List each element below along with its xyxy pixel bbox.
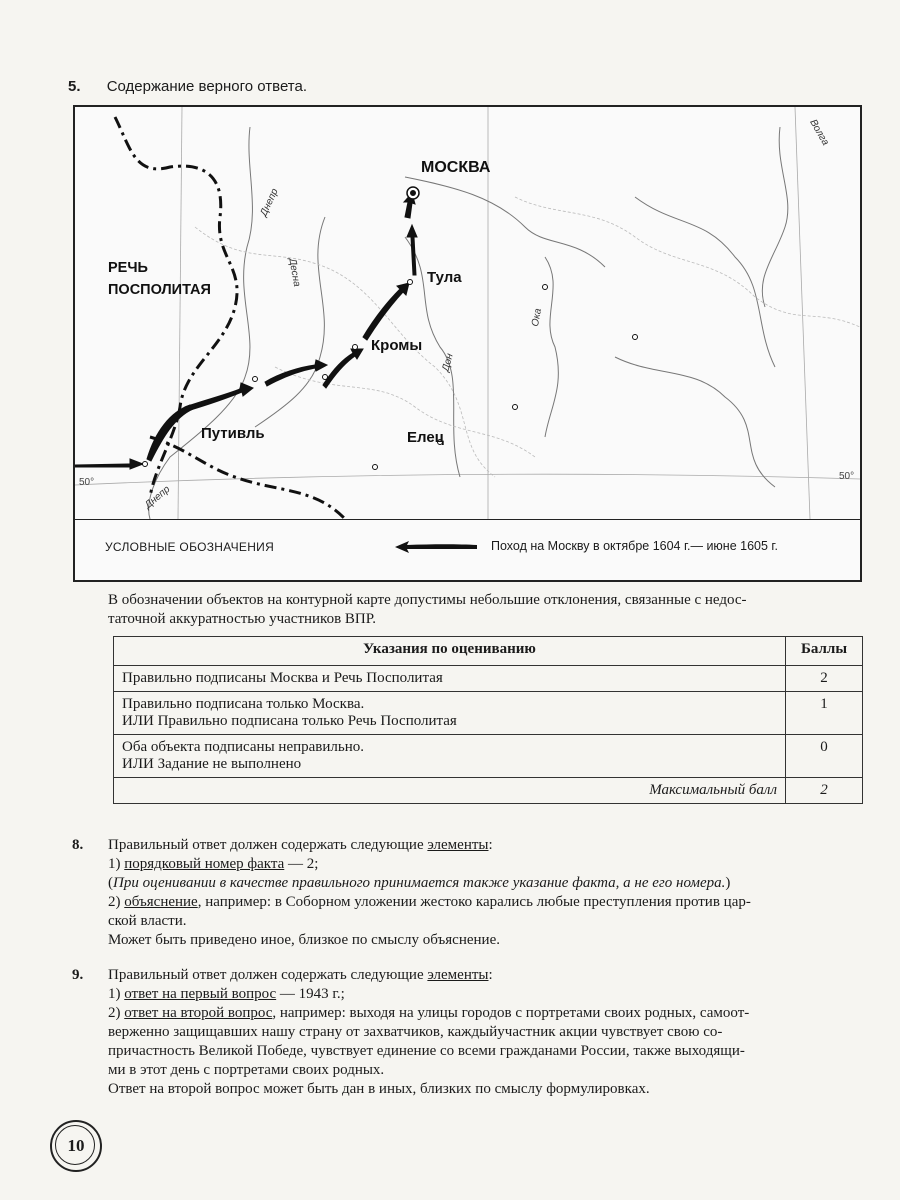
elets-label: Елец [407, 429, 444, 446]
task9-alternative: Ответ на второй вопрос может быть дан в иных, близких по смыслу формулировках. [108, 1081, 650, 1097]
oka-river [545, 257, 558, 437]
criteria-text: Правильно подписана только Москва. [122, 696, 365, 712]
task9-item1-prefix: 1) [108, 986, 125, 1002]
volga-label: Волга [807, 117, 831, 148]
table-row [114, 692, 863, 735]
criteria-cell [114, 692, 786, 735]
task9-intro-colon: : [488, 967, 493, 983]
map-note [108, 591, 863, 629]
legend-title: УСЛОВНЫЕ ОБОЗНАЧЕНИЯ [105, 540, 275, 554]
criteria-text: ИЛИ Правильно подписана только Речь Посполитая [122, 713, 457, 729]
rivers [149, 127, 788, 519]
task9-item2-prefix: 2) [108, 1005, 125, 1021]
table-row [114, 735, 863, 778]
criteria-text: ИЛИ Задание не выполнено [122, 756, 302, 772]
max-score-row [114, 778, 863, 804]
criteria-text: Правильно подписаны Москва и Речь Посполитая [122, 670, 443, 686]
task8-item2-continuation: ской власти. [108, 913, 187, 929]
task8-note-text: При оценивании в качестве правильного принимается также указание факта, а не его номера. [113, 875, 726, 891]
task9-item2 [108, 1004, 867, 1023]
task8-intro-text: Правильный ответ должен содержать следующие [108, 837, 428, 853]
task8-answer [72, 836, 867, 950]
task8-alternative: Может быть приведено иное, близкое по смыслу объяснение. [108, 932, 500, 948]
task5-number: 5. [68, 78, 81, 95]
task8-note-open: ( [108, 875, 113, 891]
task9-item2-line2: верженно защищавших нашу страну от захватчиков, каждыйучастник акции чувствует свою со- [108, 1024, 723, 1040]
latitude-right-label: 50° [839, 471, 855, 482]
latitude-left-label: 50° [79, 477, 95, 488]
task8-item2-keyword: объяснение [124, 894, 198, 910]
points-cell: 0 [786, 735, 863, 778]
desna-river [255, 217, 325, 427]
points-cell: 2 [786, 666, 863, 692]
region-borders [195, 197, 860, 477]
region-label-line1: РЕЧЬ [108, 260, 148, 276]
task9-item2-line4: ми в этот день с портретами своих родных. [108, 1062, 385, 1078]
task8-item1-prefix: 1) [108, 856, 125, 872]
moscow-label: МОСКВА [421, 159, 491, 176]
task8-item1-keyword: порядковый номер факта [124, 856, 285, 872]
task8-note-close: ) [725, 875, 731, 891]
criteria-cell [114, 666, 786, 692]
task9-item2-text: , например: выходя на улицы городов с портретами своих родных, самоот- [272, 1005, 750, 1021]
task9-intro [108, 966, 867, 985]
criteria-cell [114, 735, 786, 778]
oka-label: Ока [530, 307, 545, 328]
points-header: Баллы [786, 637, 863, 666]
points-cell: 1 [786, 692, 863, 735]
dnepr-south-label: Днепр [142, 483, 173, 512]
putivl-label: Путивль [201, 425, 265, 442]
task8-note [108, 874, 867, 893]
don-label: Дон [440, 352, 456, 373]
table-header-row [114, 637, 863, 666]
task8-number: 8. [72, 837, 84, 853]
grading-table [113, 636, 863, 804]
kromy-label: Кромы [371, 337, 423, 354]
task9-item2-line3: причастность Великой Победе, чувствует единение со всеми гражданами России, также выходящи- [108, 1043, 745, 1059]
dnepr-north-label: Днепр [258, 186, 281, 219]
task8-intro [108, 836, 867, 855]
region-label-line2: ПОСПОЛИТАЯ [108, 282, 211, 298]
task8-intro-keyword: элементы [427, 837, 489, 853]
task8-item2-prefix: 2) [108, 894, 125, 910]
task9-item1 [108, 985, 867, 1004]
task9-intro-keyword: элементы [427, 967, 489, 983]
legend-arrow-icon [393, 540, 479, 554]
criteria-text: Оба объекта подписаны неправильно. [122, 739, 364, 755]
tula-label: Тула [427, 269, 462, 286]
contour-map [73, 105, 862, 582]
task8-item1 [108, 855, 867, 874]
max-score-label: Максимальный балл [114, 778, 786, 804]
max-score-value: 2 [786, 778, 863, 804]
task8-item1-value: — 2; [284, 856, 319, 872]
task9-number: 9. [72, 967, 84, 983]
table-row [114, 666, 863, 692]
page-number: 10 [50, 1120, 102, 1172]
criteria-header: Указания по оцениванию [114, 637, 786, 666]
task9-intro-text: Правильный ответ должен содержать следующие [108, 967, 428, 983]
task9-answer [72, 966, 867, 1099]
task5-heading [68, 78, 307, 95]
task8-item2 [108, 893, 867, 912]
task9-item1-keyword: ответ на первый вопрос [124, 986, 277, 1002]
task9-item2-keyword: ответ на второй вопрос [124, 1005, 273, 1021]
legend-text: Поход на Москву в октябре 1604 г.— июне 1605 г. [491, 539, 778, 553]
rzeczpospolita-label [108, 257, 211, 301]
volga-river [762, 127, 788, 307]
task9-item1-value: — 1943 г.; [276, 986, 345, 1002]
task8-item2-text: , например: в Соборном уложении жестоко карались любые преступления против цар- [197, 894, 751, 910]
task5-title: Содержание верного ответа. [106, 78, 308, 95]
map-legend [75, 519, 860, 581]
map-note-line1: В обозначении объектов на контурной карте допустимы небольшие отклонения, связанные с недос- [108, 592, 747, 608]
map-note-line2: таточной аккуратностью участников ВПР. [108, 611, 376, 627]
desna-label: Десна [286, 257, 303, 288]
task8-intro-colon: : [488, 837, 493, 853]
